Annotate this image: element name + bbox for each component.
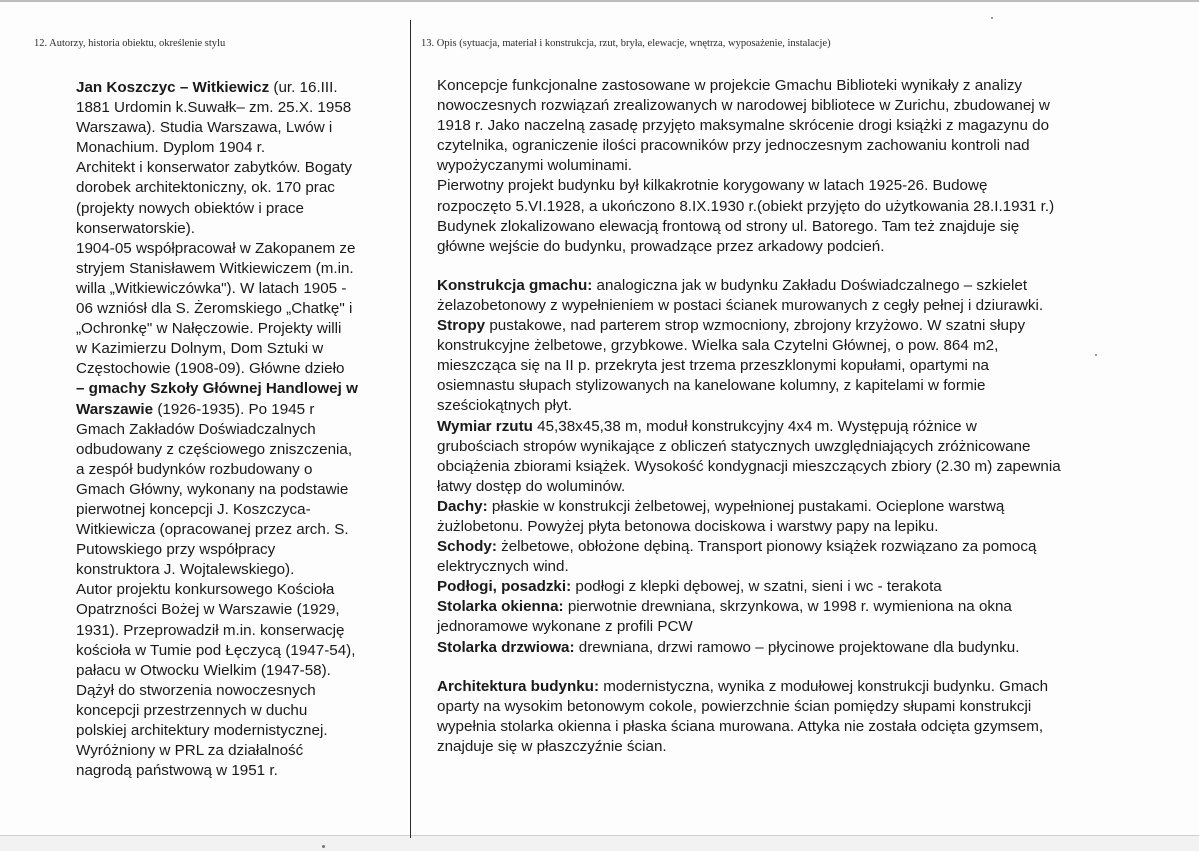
text-line: [76, 480, 401, 500]
line-text: sześciokątnych płyt.: [437, 397, 573, 415]
section-13-header: 13. Opis (sytuacja, materiał i konstrukcja, rzut, bryła, elewacje, wnętrza, wyposażenie, instalacje): [421, 38, 831, 49]
text-line: [76, 600, 401, 620]
line-text: Opatrzności Bożej w Warszawie (1929,: [76, 601, 340, 619]
line-text: znajduje się w płaszczyźnie ścian.: [437, 737, 667, 755]
text-line: [76, 319, 401, 339]
text-line: [437, 96, 1177, 116]
bold-heading: Konstrukcja gmachu:: [437, 276, 593, 294]
bold-heading: Architektura budynku:: [437, 677, 600, 695]
text-line: [437, 537, 1177, 557]
line-text: stryjem Stanisławem Witkiewiczem (m.in.: [76, 259, 354, 277]
text-line: [437, 197, 1177, 217]
line-text: 1918 r. Jako naczelną zasadę przyjęto maksymalne skrócenie drogi książki z magazynu do: [437, 117, 1050, 135]
scan-speck: [322, 845, 325, 848]
line-text: Wyróżniony w PRL za działalność: [76, 742, 304, 760]
line-text: czytelnika, ograniczenie ilości pracowników przy jednoczesnym zachowaniu kontroli nad: [437, 137, 1030, 155]
line-text: elektrycznych wind.: [437, 558, 569, 576]
paragraph-gap: [437, 658, 1177, 677]
line-text: (1926-1935). Po 1945 r: [153, 400, 315, 418]
line-text: Witkiewicza (opracowanej przez arch. S.: [76, 521, 349, 539]
text-line: [437, 336, 1177, 356]
line-text: grubościach stropów wynikające z obliczeń statycznych uwzględniających zróżnicowane: [437, 437, 1031, 455]
bold-heading: Stolarka drzwiowa:: [437, 638, 575, 656]
text-line: [76, 761, 401, 781]
text-line: [437, 517, 1177, 537]
line-text: jednoramowe wykonane z profili PCW: [437, 618, 693, 636]
line-text: Monachium. Dyplom 1904 r.: [76, 139, 266, 157]
column-divider: [410, 20, 411, 838]
line-text: oparty na wysokim betonowym cokole, powierzchnie ścian pomiędzy słupami konstrukcji: [437, 697, 1032, 715]
text-line: [76, 299, 401, 319]
text-line: [76, 400, 401, 420]
line-text: osiemnastu słupach stylizowanych na kanelowane kolumny, z kapitelami w formie: [437, 377, 986, 395]
author-history-column: [76, 78, 401, 781]
text-line: [76, 279, 401, 299]
text-line: [76, 239, 401, 259]
line-text: konserwatorskie).: [76, 219, 196, 237]
text-line: [437, 237, 1177, 257]
text-line: [437, 217, 1177, 237]
line-text: główne wejście do budynku, prowadzące przez arkadowy podcień.: [437, 237, 885, 255]
line-text: willa „Witkiewiczówka"). W latach 1905 -: [76, 279, 347, 297]
text-line: [437, 557, 1177, 577]
text-line: [76, 98, 401, 118]
line-text: żużlobetonu. Powyżej płyta betonowa dociskowa i warstwy papy na lepiku.: [437, 517, 939, 535]
line-text: w Kazimierzu Dolnym, Dom Sztuki w: [76, 340, 324, 358]
text-line: [76, 118, 401, 138]
scan-speck: [991, 17, 993, 19]
bold-heading: Jan Koszczyc – Witkiewicz: [76, 79, 270, 96]
text-line: [76, 741, 401, 761]
text-line: [76, 379, 401, 399]
text-line: [76, 78, 401, 98]
text-line: [76, 158, 401, 178]
bold-heading: Schody:: [437, 538, 497, 556]
text-line: [76, 721, 401, 741]
line-text: płaskie w konstrukcji żelbetowej, wypełnionej pustakami. Ocieplone warstwą: [487, 497, 1005, 515]
bold-heading: Podłogi, posadzki:: [437, 578, 572, 596]
text-line: [437, 617, 1177, 637]
text-line: [437, 176, 1177, 196]
description-column: [437, 76, 1177, 757]
text-line: [437, 76, 1177, 96]
line-text: Gmach Zakładów Doświadczalnych: [76, 420, 316, 438]
line-text: analogiczna jak w budynku Zakładu Doświadczalnego – szkielet: [592, 276, 1028, 294]
line-text: drewniana, drzwi ramowo – płycinowe projektowane dla budynku.: [574, 638, 1020, 656]
text-line: [76, 259, 401, 279]
text-line: [437, 276, 1177, 296]
line-text: polskiej architektury modernistycznej.: [76, 722, 328, 739]
line-text: pustakowe, nad parterem strop wzmocniony, zbrojony krzyżowo. W szatni słupy: [485, 317, 1026, 335]
line-text: Autor projektu konkursowego Kościoła: [76, 581, 335, 599]
line-text: modernistyczna, wynika z modułowej konstrukcji budynku. Gmach: [599, 677, 1049, 695]
text-line: [437, 396, 1177, 416]
line-text: żelazobetonowy z wypełnieniem w postaci ścianek murowanych z cegły pełnej i dziurawki.: [437, 296, 1044, 314]
text-line: [437, 577, 1177, 597]
line-text: 1881 Urdomin k.Suwałk– zm. 25.X. 1958: [76, 99, 352, 117]
text-line: [437, 296, 1177, 316]
line-text: łatwy dostęp do woluminów.: [437, 477, 626, 495]
text-line: [76, 621, 401, 641]
text-line: [76, 420, 401, 440]
line-text: wypełnia stolarka okienna i płaska ściana murowana. Attyka nie została odcięta gzymsem,: [437, 717, 1044, 735]
line-text: pierwotnie drewniana, skrzynkowa, w 1998 r. wymieniona na okna: [563, 598, 1012, 616]
line-text: Architekt i konserwator zabytków. Bogaty: [76, 159, 353, 177]
line-text: 1904-05 współpracował w Zakopanem ze: [76, 239, 356, 257]
line-text: Dążył do stworzenia nowoczesnych: [76, 681, 316, 699]
line-text: wypożyczanymi woluminami.: [437, 157, 632, 175]
line-text: kościoła w Tumie pod Łęczycą (1947-54),: [76, 641, 356, 659]
line-text: koncepcji przestrzennych w duchu: [76, 701, 308, 719]
line-text: 45,38x45,38 m, moduł konstrukcyjny 4x4 m. Występują różnice w: [532, 417, 977, 435]
line-text: podłogi z klepki dębowej, w szatni, sieni i wc - terakota: [571, 578, 942, 596]
text-line: [437, 356, 1177, 376]
text-line: [437, 697, 1177, 717]
bold-heading: Stolarka okienna:: [437, 598, 564, 616]
line-text: żelbetowe, obłożone dębiną. Transport pionowy książek rozwiązano za pomocą: [496, 538, 1037, 556]
line-text: obciążenia zbiorami książek. Wysokość kondygnacji mieszczących zbiory (2.30 m) zapewnia: [437, 457, 1061, 475]
line-text: „Ochronkę" w Nałęczowie. Projekty willi: [76, 320, 342, 338]
bold-heading: Dachy:: [437, 497, 488, 515]
line-text: (projekty nowych obiektów i prace: [76, 199, 304, 217]
text-line: [437, 116, 1177, 136]
text-line: [437, 376, 1177, 396]
bold-heading: Warszawie: [76, 400, 154, 418]
line-text: Gmach Główny, wykonany na podstawie: [76, 480, 349, 498]
text-line: [437, 597, 1177, 617]
text-line: [437, 677, 1177, 697]
text-line: [76, 580, 401, 600]
text-line: [437, 497, 1177, 517]
line-text: (ur. 16.III.: [269, 79, 338, 96]
line-text: odbudowany z częściowego zniszczenia,: [76, 440, 353, 458]
text-line: [437, 477, 1177, 497]
bold-heading: Wymiar rzutu: [437, 417, 533, 435]
text-line: [437, 638, 1177, 658]
line-text: Koncepcje funkcjonalne zastosowane w projekcie Gmachu Biblioteki wynikały z analizy: [437, 77, 1023, 94]
text-line: [76, 701, 401, 721]
text-line: [76, 138, 401, 158]
text-line: [76, 560, 401, 580]
text-line: [76, 219, 401, 239]
text-line: [76, 199, 401, 219]
line-text: Warszawa). Studia Warszawa, Lwów i: [76, 119, 333, 137]
text-line: [76, 359, 401, 379]
text-line: [76, 520, 401, 540]
line-text: Pierwotny projekt budynku był kilkakrotnie korygowany w latach 1925-26. Budowę: [437, 177, 988, 195]
line-text: 1931). Przeprowadził m.in. konserwację: [76, 621, 345, 639]
text-line: [437, 316, 1177, 336]
text-line: [437, 417, 1177, 437]
line-text: a zespół budynków rozbudowany o: [76, 460, 313, 478]
bold-heading: – gmachy Szkoły Głównej Handlowej w: [76, 380, 358, 398]
text-line: [437, 737, 1177, 757]
paragraph-gap: [437, 257, 1177, 276]
text-line: [437, 457, 1177, 477]
text-line: [76, 641, 401, 661]
text-line: [437, 437, 1177, 457]
line-text: konstruktora J. Wojtalewskiego).: [76, 561, 295, 579]
line-text: konstrukcyjne żelbetowe, grzybkowe. Wielka sala Czytelni Głównej, o pow. 864 m2,: [437, 337, 999, 355]
line-text: Budynek zlokalizowano elewacją frontową od strony ul. Batorego. Tam też znajduje się: [437, 217, 1020, 235]
text-line: [76, 178, 401, 198]
line-text: nagrodą państwową w 1951 r.: [76, 762, 278, 780]
bold-heading: Stropy: [437, 317, 486, 335]
line-text: mieszcząca się na II p. przekryta jest trzema przeszklonymi kopułami, opartymi na: [437, 357, 990, 375]
line-text: Putowskiego przy współpracy: [76, 541, 276, 559]
line-text: pałacu w Otwocku Wielkim (1947-58).: [76, 661, 331, 679]
text-line: [76, 661, 401, 681]
line-text: pierwotnej koncepcji J. Koszczyca-: [76, 500, 311, 518]
text-line: [76, 500, 401, 520]
text-line: [437, 136, 1177, 156]
line-text: nowoczesnych rozwiązań zrealizowanych w narodowej bibliotece w Zurichu, zbudowanej w: [437, 97, 1050, 115]
line-text: dorobek architektoniczny, ok. 170 prac: [76, 179, 335, 197]
section-12-header: 12. Autorzy, historia obiektu, określenie stylu: [34, 38, 226, 49]
text-line: [437, 156, 1177, 176]
scan-speck: [1095, 354, 1097, 356]
text-line: [76, 540, 401, 560]
text-line: [76, 681, 401, 701]
text-line: [76, 460, 401, 480]
text-line: [76, 339, 401, 359]
line-text: Częstochowie (1908-09). Główne dzieło: [76, 360, 345, 378]
line-text: rozpoczęto 5.VI.1928, a ukończono 8.IX.1930 r.(obiekt przyjęto do użytkowania 28.I.1931 r.): [437, 197, 1055, 215]
line-text: 06 wzniósł dla S. Żeromskiego „Chatkę" i: [76, 300, 353, 318]
text-line: [76, 440, 401, 460]
text-line: [437, 717, 1177, 737]
